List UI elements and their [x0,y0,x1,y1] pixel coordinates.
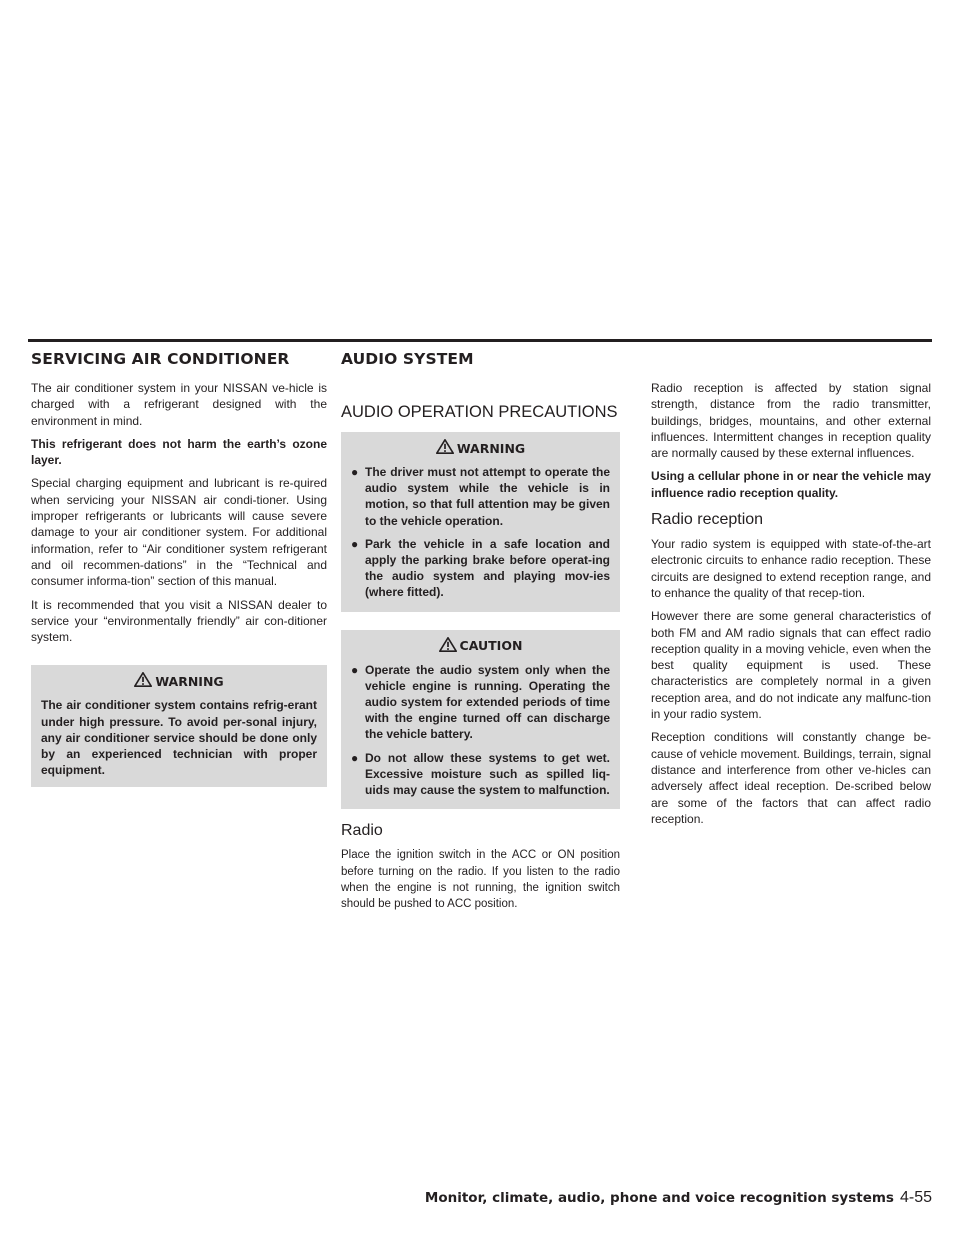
header-rule [28,339,932,342]
warning-label: WARNING [155,673,224,689]
paragraph-radio: Place the ignition switch in the ACC or ON position before turning on the radio. If you listen to the radio when the engine is not running, the ignition switch should be pushed to ACC position. [341,849,620,911]
heading-radio: Radio [341,822,383,840]
list-item: ● The driver must not attempt to operate the audio system while the vehicle is in motion, so that full attention may be given to the vehicle operation. [351,465,610,528]
heading-radio-reception: Radio reception [651,511,764,529]
list-item: ● Do not allow these systems to get wet. Excessive moisture such as spilled liq-uids may cause the system to malfunction. [351,750,610,798]
warning-icon [134,672,152,690]
caution-list [351,662,610,799]
warning-list [351,464,610,601]
heading-audio-operation-precautions: AUDIO OPERATION PRECAUTIONS [341,403,618,421]
paragraph: However there are some general characteristics of both FM and AM radio signals that can effect radio reception quality in a moving vehicle, even when the best quality equipment is used. These characteristics are completely normal in a given reception area, and do not indicate any malfunc-tion in your radio system. [651,609,931,722]
paragraph: Reception conditions will constantly change be-cause of vehicle movement. Buildings, terrain, signal distance and interference from other ve-hicles can adversely affect ideal reception. De-scribed below are some of the factors that can affect radio reception. [651,730,931,826]
column-radio-reception [651,380,931,834]
caution-heading [351,637,610,655]
bullet: ● [351,750,359,765]
paragraph: Radio reception is affected by station signal strength, distance from the radio transmitter, buildings, bridges, mountains, and other external influences. Intermittent changes in reception quality are normally caused by these external influences. [651,381,931,461]
bullet: ● [351,465,359,479]
column-audio-precautions [341,380,620,919]
paragraph: Your radio system is equipped with state-of-the-art electronic circuits to enhance radio reception. These circuits are designed to extend reception range, and to enhance the quality of that recep-tion. [651,537,931,600]
warning-box [31,665,327,787]
paragraph: The air conditioner system in your NISSAN ve-hicle is charged with a refrigerant designed with the environment in mind. [31,381,327,428]
section-title-servicing-air-conditioner: SERVICING AIR CONDITIONER [31,350,290,368]
bullet: ● [351,662,359,677]
paragraph: It is recommended that you visit a NISSAN dealer to service your “environmentally friendly” air con-ditioner system. [31,597,327,645]
warning-icon [436,439,454,457]
list-item: ● Park the vehicle in a safe location and apply the parking brake before operat-ing the audio system and playing mov-ies (where fitted). [351,536,610,600]
paragraph-ozone-note: This refrigerant does not harm the earth’s ozone layer. [31,436,327,468]
page-number: 4-55 [899,1189,932,1206]
warning-heading [41,672,317,690]
bullet: ● [351,536,359,551]
paragraph-cellular-note: Using a cellular phone in or near the vehicle may influence radio reception quality. [651,469,931,500]
warning-text: The air conditioner system contains refrig-erant under high pressure. To avoid per-sonal injury, any air conditioner service should be done only by an experienced technician with proper equipment. [41,698,317,778]
footer-chapter-title: Monitor, climate, audio, phone and voice recognition systems [424,1190,894,1206]
list-item: ● Operate the audio system only when the vehicle engine is running. Operating the audio system for extended periods of time with the engine turned off can discharge the vehicle battery. [351,662,610,742]
warning-heading [351,439,610,457]
column-servicing-air-conditioner [31,380,327,795]
caution-label: CAUTION [459,638,523,654]
warning-box [341,432,620,612]
warning-icon [439,637,457,655]
page-footer [425,1189,932,1207]
caution-box [341,630,620,810]
warning-label: WARNING [456,440,526,456]
section-title-audio-system: AUDIO SYSTEM [341,350,474,368]
paragraph: Special charging equipment and lubricant is re-quired when servicing your NISSAN air condi-tioner. Using improper refrigerants or lubricants will cause severe damage to your air conditioner system. For additional information, refer to “Air conditioner system refrigerant and oil recommen-dations” in the “Technical and consumer informa-tion” section of this manual. [31,476,327,589]
